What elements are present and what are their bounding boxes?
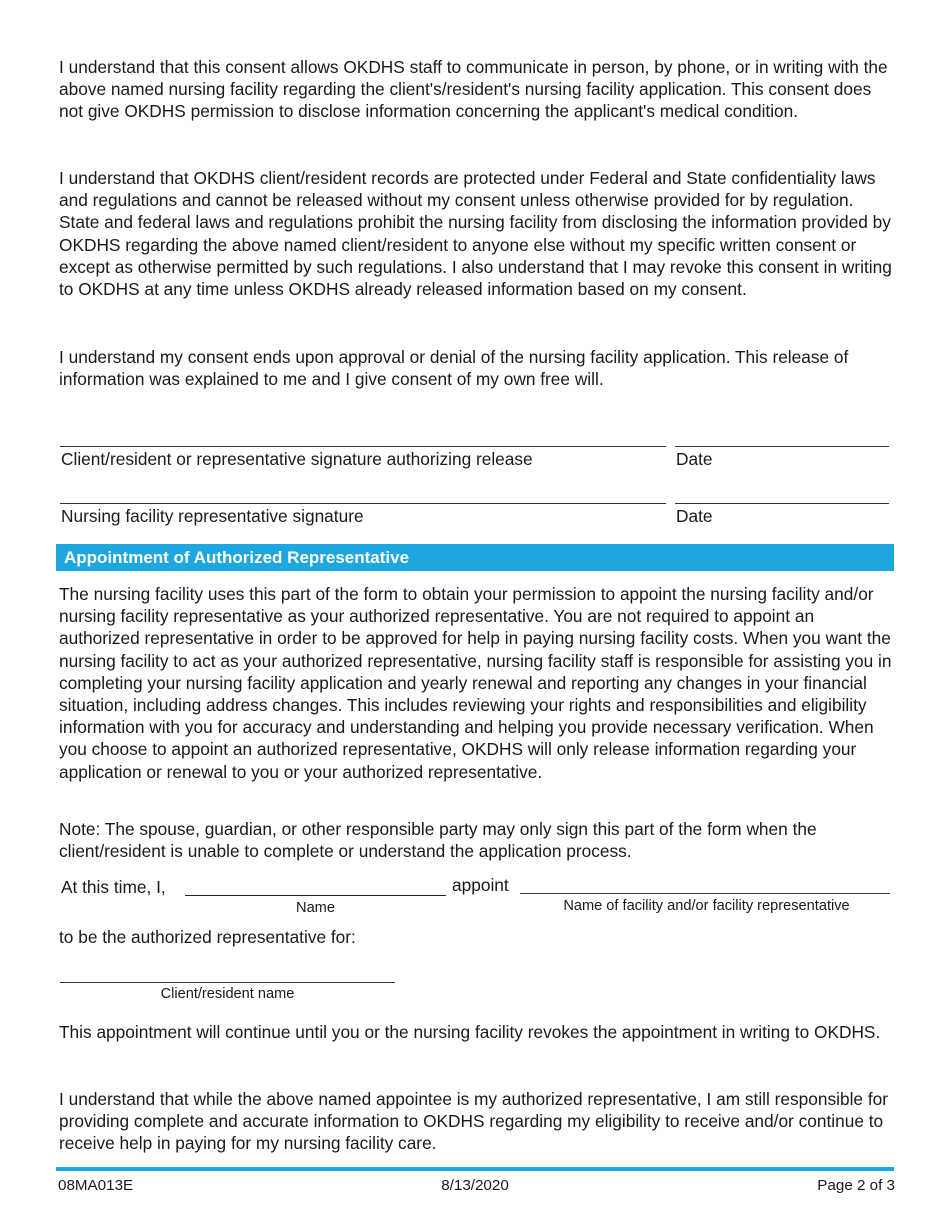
responsibility-paragraph: I understand that while the above named appointee is my authorized representative, I am still responsible for providing complete and accurate information to OKDHS regarding my eligibility to receive and/or continue to receive help in paying for my nursing facility care. <box>59 1089 889 1154</box>
consent-paragraph-1: I understand that this consent allows OKDHS staff to communicate in person, by phone, or in writing with the above named nursing facility regarding the client's/resident's nursing facility application. This consent does not give OKDHS permission to disclose information concerning the applicant's medical condition. <box>59 57 888 122</box>
client-signature-line[interactable] <box>60 446 666 447</box>
name-field[interactable] <box>185 895 446 896</box>
section-intro-paragraph: The nursing facility uses this part of the form to obtain your permission to appoint the nursing facility and/or nursing facility representative as your authorized representative. You are not required to appoint an authorized representative in order to be approved for help in paying nursing facility costs. When you want the nursing facility to act as your authorized representative, nursing facility staff is responsible for assisting you in completing your nursing facility application and yearly renewal and reporting any changes in your financial situation, including address changes. This includes reviewing your rights and responsibilities and eligibility information with you for accuracy and understanding and helping you provide necessary verification. When you choose to appoint an authorized representative, OKDHS will only release information regarding your application or renewal to you or your authorized representative. <box>59 584 892 782</box>
appointment-continue-paragraph: This appointment will continue until you or the nursing facility revokes the appointment in writing to OKDHS. <box>59 1022 881 1042</box>
at-this-time-label: At this time, I, <box>61 877 166 897</box>
section-title: Appointment of Authorized Representative <box>64 548 410 567</box>
facility-date-label: Date <box>676 506 713 526</box>
facility-signature-line[interactable] <box>60 503 666 504</box>
consent-paragraph-3: I understand my consent ends upon approval or denial of the nursing facility application. This release of information was explained to me and I give consent of my own free will. <box>59 347 849 390</box>
client-name-field[interactable] <box>60 982 395 983</box>
form-number: 08MA013E <box>58 1177 134 1194</box>
section-header-bar <box>56 544 894 571</box>
facility-date-line[interactable] <box>675 503 889 504</box>
appoint-label: appoint <box>452 875 509 895</box>
facility-signature-label: Nursing facility representative signature <box>61 506 364 526</box>
to-be-representative-label: to be the authorized representative for: <box>59 927 356 947</box>
client-date-label: Date <box>676 449 713 469</box>
section-note-paragraph: Note: The spouse, guardian, or other responsible party may only sign this part of the form when the client/resident is unable to complete or understand the application process. <box>59 819 817 862</box>
form-date: 8/13/2020 <box>441 1177 509 1194</box>
facility-name-field[interactable] <box>520 893 890 894</box>
client-signature-label: Client/resident or representative signature authorizing release <box>61 449 533 469</box>
facility-caption: Name of facility and/or facility representative <box>563 898 850 914</box>
page-number: Page 2 of 3 <box>817 1177 895 1194</box>
consent-paragraph-2: I understand that OKDHS client/resident records are protected under Federal and State confidentiality laws and regulations and cannot be released without my consent unless otherwise provided for by regulation. State and federal laws and regulations prohibit the nursing facility from disclosing the information provided by OKDHS regarding the above named client/resident to anyone else without my specific written consent or except as otherwise permitted by such regulations. I also understand that I may revoke this consent in writing to OKDHS at any time unless OKDHS already released information based on my consent. <box>59 168 892 300</box>
client-date-line[interactable] <box>675 446 889 447</box>
footer-rule <box>56 1167 894 1171</box>
client-name-caption: Client/resident name <box>160 986 295 1002</box>
name-caption: Name <box>296 900 335 916</box>
